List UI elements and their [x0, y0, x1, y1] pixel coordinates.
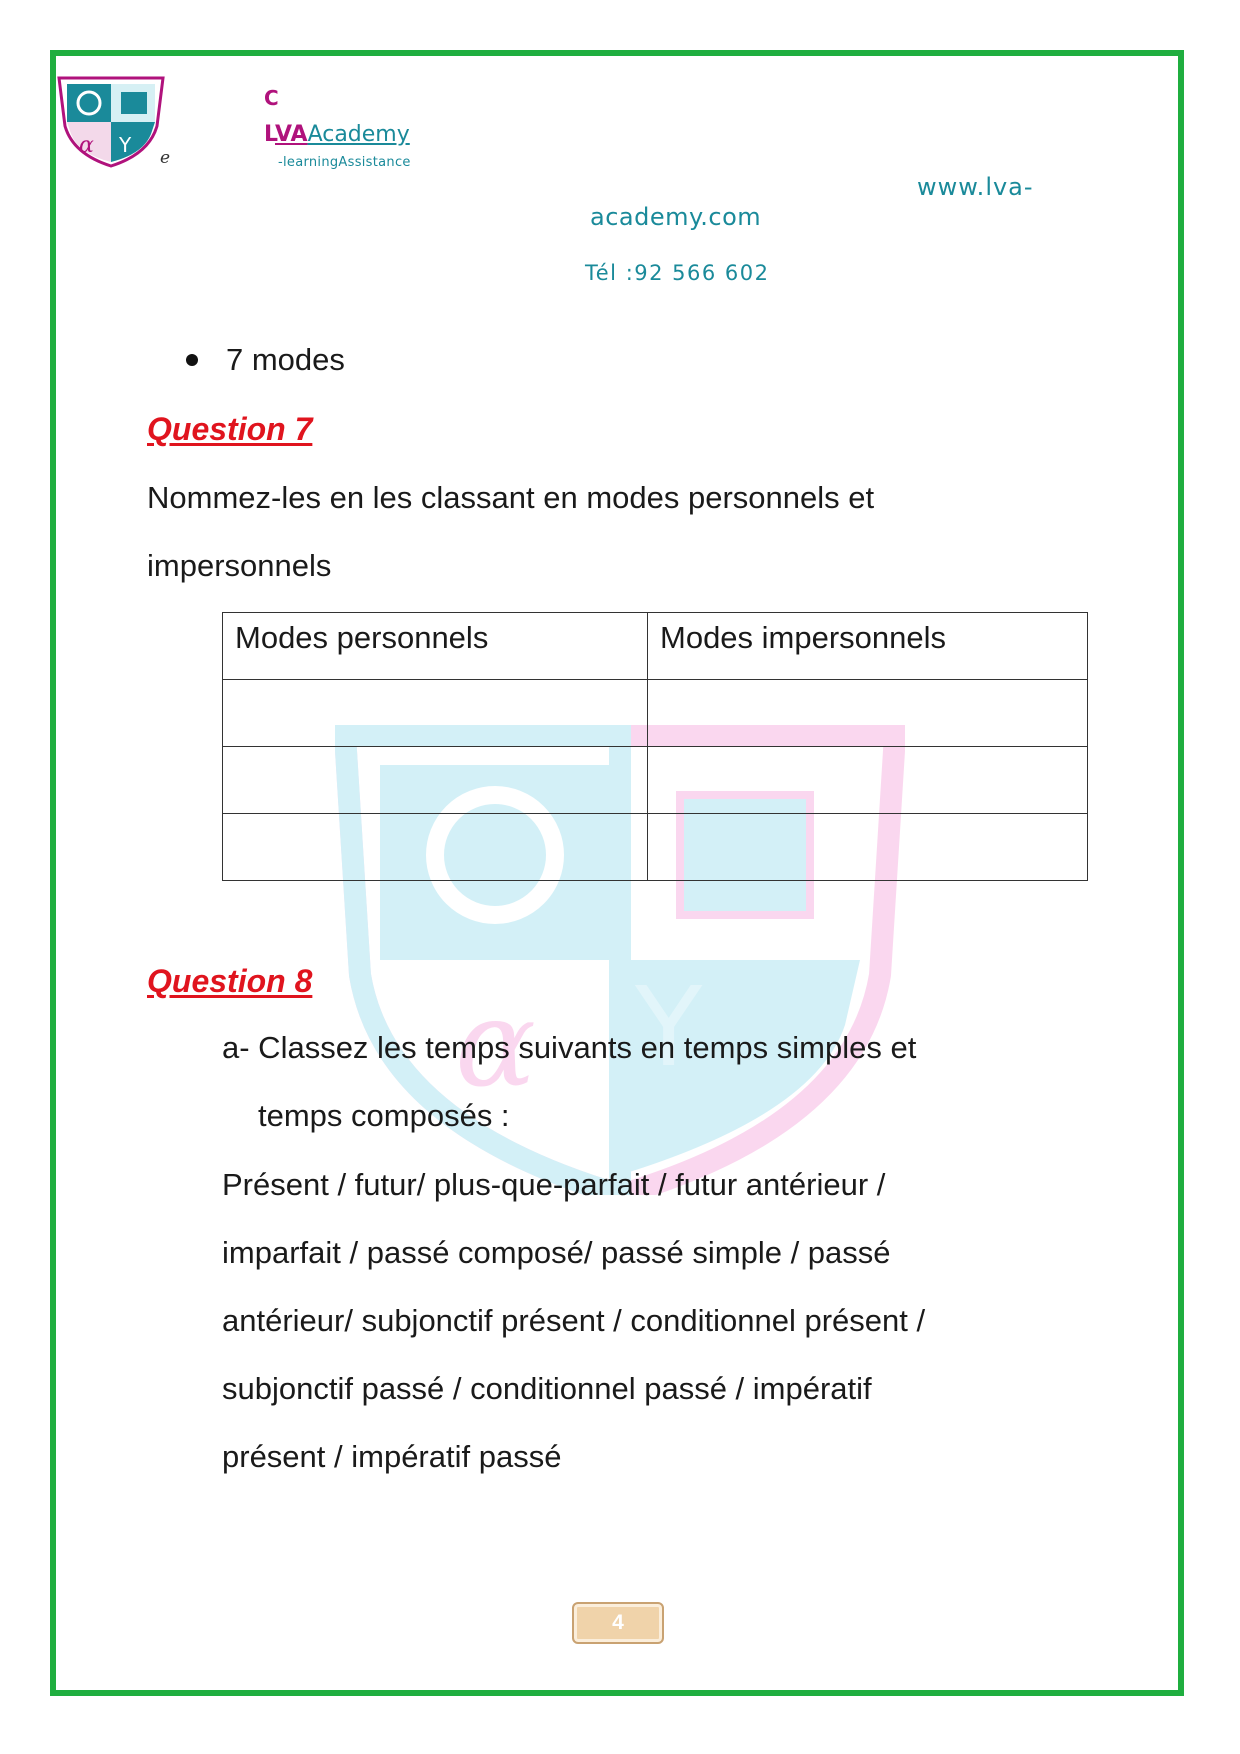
- tenses-list-line: subjonctif passé / conditionnel passé / impératif: [222, 1371, 872, 1406]
- table-header-cell: Modes personnels: [223, 613, 648, 680]
- brand-academy: Academy: [307, 122, 410, 147]
- table-row: [223, 814, 1088, 881]
- bullet-text: 7 modes: [226, 342, 345, 377]
- table-row: [223, 680, 1088, 747]
- svg-text:Y: Y: [635, 963, 703, 1091]
- svg-text:α: α: [79, 133, 94, 158]
- bullet-dot-icon: [186, 354, 198, 366]
- website-link-part2[interactable]: academy.com: [590, 203, 762, 231]
- modes-table: [222, 612, 1088, 881]
- logo-letter-e: e: [160, 148, 171, 168]
- question-7-text-line2: impersonnels: [147, 548, 332, 583]
- table-cell[interactable]: [223, 814, 648, 881]
- table-header-row: [223, 613, 1088, 680]
- svg-text:Y: Y: [119, 133, 132, 157]
- table-cell[interactable]: [648, 680, 1088, 747]
- tenses-list-line: présent / impératif passé: [222, 1439, 562, 1474]
- phone-number: Tél :92 566 602: [585, 261, 770, 285]
- brand-name: [264, 122, 410, 148]
- question-7-text-line1: Nommez-les en les classant en modes personnels et: [147, 480, 875, 515]
- table-row: [223, 747, 1088, 814]
- question-8a-line2: temps composés :: [258, 1098, 510, 1133]
- question-7-title: Question 7: [147, 411, 313, 447]
- tenses-list-line: imparfait / passé composé/ passé simple / passé: [222, 1235, 891, 1270]
- table-cell[interactable]: [223, 747, 648, 814]
- page-number-badge: 4: [572, 1602, 664, 1644]
- bullet-item: [186, 342, 345, 378]
- svg-text:α: α: [455, 975, 537, 1114]
- website-link-part1[interactable]: www.lva-: [917, 173, 1034, 201]
- brand-lva: [264, 122, 308, 147]
- table-cell[interactable]: [648, 814, 1088, 881]
- tenses-list-line: antérieur/ subjonctif présent / conditionnel présent /: [222, 1303, 926, 1338]
- lva-shield-logo: [57, 76, 165, 168]
- question-8-title: Question 8: [147, 963, 313, 999]
- table-header-cell: Modes impersonnels: [648, 613, 1088, 680]
- table-cell[interactable]: [648, 747, 1088, 814]
- brand-lva-l: L: [264, 122, 275, 147]
- brand-letter-c: C: [264, 86, 279, 110]
- table-cell[interactable]: [223, 680, 648, 747]
- tenses-list-line: Présent / futur/ plus-que-parfait / futur antérieur /: [222, 1167, 886, 1202]
- brand-lva-va: VA: [275, 122, 308, 147]
- question-8a-line1: a- Classez les temps suivants en temps simples et: [222, 1030, 917, 1065]
- brand-tagline: -learningAssistance: [278, 155, 411, 170]
